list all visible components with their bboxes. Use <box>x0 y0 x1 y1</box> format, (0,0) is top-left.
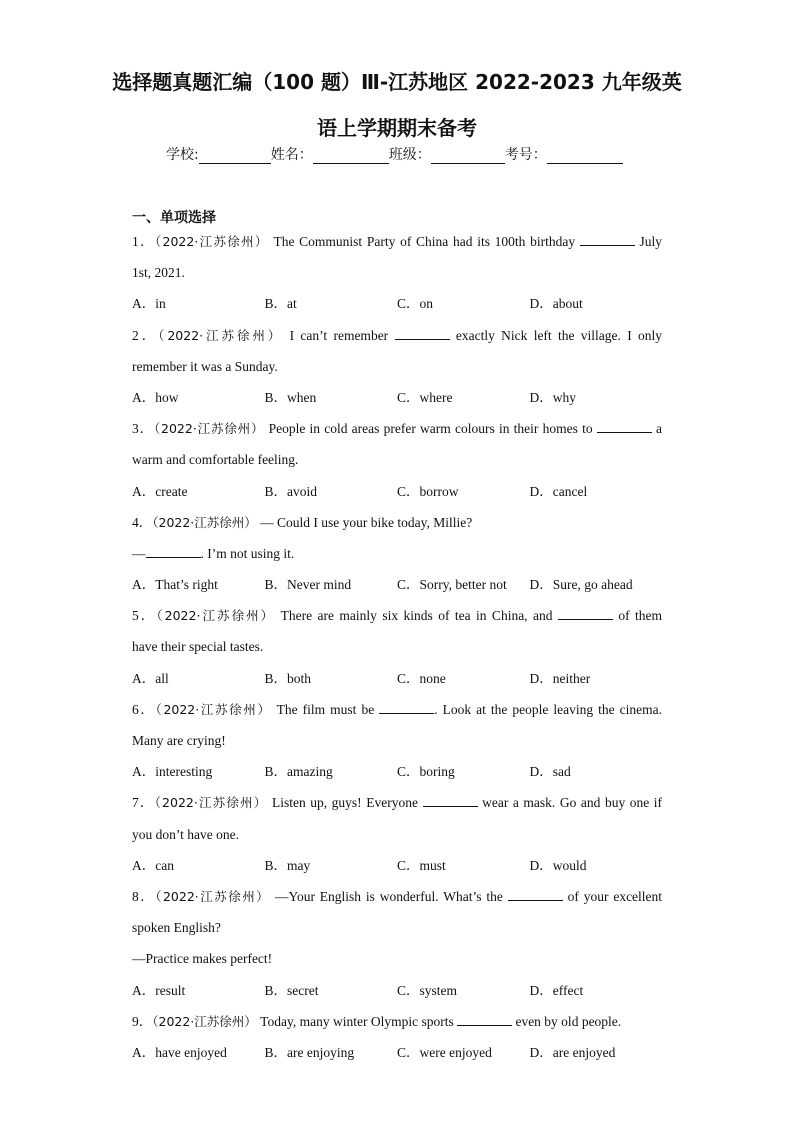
question-item <box>132 507 662 601</box>
answer-option[interactable]: C．borrow <box>397 483 459 499</box>
question-text: July <box>639 234 663 249</box>
question-number: 2． <box>132 327 159 343</box>
question-text: even by old people. <box>515 1013 622 1029</box>
question-number: 8． <box>132 888 156 904</box>
answer-option[interactable]: C．must <box>397 857 446 873</box>
question-line <box>132 538 662 569</box>
question-text: exactly Nick left the village. I only <box>455 327 663 343</box>
answer-option[interactable]: A．result <box>132 982 186 998</box>
question-text: The Communist Party of China had its 100th birthday <box>273 234 576 249</box>
answer-option[interactable]: B．are enjoying <box>264 1044 355 1060</box>
question-item <box>132 413 662 507</box>
question-line <box>132 631 662 662</box>
question-source: （2022·江苏徐州） <box>155 888 271 904</box>
answer-option[interactable]: A．interesting <box>132 764 213 780</box>
question-line <box>132 507 662 538</box>
answer-option[interactable]: B．secret <box>264 982 319 998</box>
question-text: — <box>132 545 146 561</box>
question-source: （2022·江苏徐州） <box>156 608 276 624</box>
question-text: of your excellent <box>567 888 663 904</box>
question-number: 3． <box>132 421 154 437</box>
question-line <box>132 351 662 382</box>
student-info-row <box>166 144 623 164</box>
question-text: People in cold areas prefer warm colours in their homes to <box>268 421 593 437</box>
question-text: a <box>656 421 663 437</box>
question-text: —Practice makes perfect! <box>132 951 273 967</box>
answer-options <box>132 756 662 787</box>
question-number: 6． <box>132 701 156 717</box>
question-source: （2022·江苏徐州） <box>154 795 268 811</box>
document-title-line-2: 语上学期期末备考 <box>317 116 477 140</box>
answer-option[interactable]: B．amazing <box>264 764 333 780</box>
question-source: （2022·江苏徐州） <box>158 327 284 343</box>
question-text: . I’m not using it. <box>200 545 295 561</box>
answer-option[interactable]: A．That’s right <box>132 577 218 593</box>
answer-options <box>132 1037 662 1068</box>
answer-blank[interactable] <box>146 545 201 558</box>
question-number: 4． <box>132 514 153 530</box>
name-blank[interactable] <box>313 149 389 164</box>
answer-option[interactable]: A．have enjoyed <box>132 1044 227 1060</box>
question-text: wear a mask. Go and buy one if <box>482 795 663 811</box>
answer-option[interactable]: D．Sure, go ahead <box>529 577 633 593</box>
answer-option[interactable]: D．neither <box>529 670 591 686</box>
answer-option[interactable]: C．none <box>397 670 446 686</box>
answer-options <box>132 569 662 600</box>
question-line <box>132 320 662 351</box>
answer-option[interactable]: D．about <box>529 296 583 312</box>
question-source: （2022·江苏徐州） <box>155 701 272 717</box>
answer-option[interactable]: C．system <box>397 982 458 998</box>
question-number: 9． <box>132 1013 153 1029</box>
question-number: 1． <box>132 234 155 249</box>
answer-option[interactable]: C．where <box>397 389 453 405</box>
question-number: 7． <box>132 795 155 811</box>
question-item <box>132 694 662 788</box>
question-text: —Your English is wonderful. What’s the <box>275 888 503 904</box>
answer-option[interactable]: D．effect <box>529 982 584 998</box>
question-source: （2022·江苏徐州） <box>153 421 265 437</box>
question-line <box>132 1006 662 1037</box>
answer-blank[interactable] <box>457 1013 512 1026</box>
question-text: remember it was a Sunday. <box>132 358 278 374</box>
answer-blank[interactable] <box>597 420 652 433</box>
question-line <box>132 600 662 631</box>
answer-option[interactable]: B．Never mind <box>264 577 352 593</box>
answer-option[interactable]: B．at <box>264 296 297 312</box>
question-line <box>132 787 662 818</box>
question-list <box>132 226 662 1068</box>
question-item <box>132 1006 662 1068</box>
question-item <box>132 881 662 1006</box>
question-line <box>132 444 662 475</box>
answer-options <box>132 476 662 507</box>
question-text: 1st, 2021. <box>132 265 185 281</box>
answer-option[interactable]: D．are enjoyed <box>529 1044 616 1060</box>
class-label: 班级： <box>388 147 431 163</box>
question-item <box>132 600 662 694</box>
answer-options <box>132 975 662 1006</box>
question-text: you don’t have one. <box>132 826 239 842</box>
question-text: warm and comfortable feeling. <box>132 452 299 468</box>
answer-option[interactable]: A．in <box>132 296 166 312</box>
question-line <box>132 819 662 850</box>
answer-option[interactable]: B．both <box>264 670 312 686</box>
question-source: （2022·江苏徐州） <box>152 514 257 530</box>
answer-blank[interactable] <box>558 607 613 620</box>
class-blank[interactable] <box>431 149 505 164</box>
answer-blank[interactable] <box>379 701 434 714</box>
question-text: Many are crying! <box>132 733 226 748</box>
answer-blank[interactable] <box>580 233 635 246</box>
answer-blank[interactable] <box>395 327 450 340</box>
answer-option[interactable]: C．Sorry, better not <box>397 577 507 593</box>
question-line <box>132 226 662 257</box>
question-line <box>132 694 662 725</box>
section-heading: 一、单项选择 <box>132 210 216 226</box>
question-item <box>132 787 662 881</box>
answer-option[interactable]: C．on <box>397 296 434 312</box>
name-label: 姓名： <box>270 147 313 163</box>
answer-options <box>132 663 662 694</box>
document-title-line-1: 选择题真题汇编（100 题）Ⅲ-江苏地区 2022-2023 九年级英 <box>112 70 682 94</box>
answer-option[interactable]: D．why <box>529 389 576 405</box>
question-text: There are mainly six kinds of tea in China, and <box>280 608 553 624</box>
answer-option[interactable]: D．cancel <box>529 483 588 499</box>
question-line <box>132 725 662 756</box>
question-text: The film must be <box>276 701 375 717</box>
answer-option[interactable]: B．may <box>264 857 311 873</box>
question-line <box>132 413 662 444</box>
answer-option[interactable]: A．how <box>132 389 179 405</box>
answer-options <box>132 850 662 881</box>
school-label: 学校: <box>166 147 199 163</box>
question-source: （2022·江苏徐州） <box>154 234 269 249</box>
question-text: Listen up, guys! Everyone <box>271 795 418 811</box>
question-text: have their special tastes. <box>132 639 264 655</box>
question-text: of them <box>618 608 662 624</box>
question-text: spoken English? <box>132 920 221 936</box>
question-item <box>132 320 662 414</box>
question-text: I can’t remember <box>289 327 389 343</box>
question-line <box>132 912 662 943</box>
question-number: 5． <box>132 608 157 624</box>
answer-blank[interactable] <box>423 794 478 807</box>
answer-option[interactable]: B．avoid <box>264 483 317 499</box>
question-text: . Look at the people leaving the cinema. <box>434 701 663 717</box>
question-item <box>132 226 662 320</box>
answer-options <box>132 382 662 413</box>
answer-option[interactable]: C．boring <box>397 764 455 780</box>
question-line <box>132 881 662 912</box>
answer-blank[interactable] <box>508 888 563 901</box>
number-label: 考号： <box>504 147 547 163</box>
answer-option[interactable]: B．when <box>264 389 317 405</box>
answer-options <box>132 288 662 319</box>
question-text: Today, many winter Olympic sports <box>260 1013 454 1029</box>
school-blank[interactable] <box>199 149 271 164</box>
answer-option[interactable]: A．all <box>132 670 169 686</box>
answer-option[interactable]: D．would <box>529 857 587 873</box>
answer-option[interactable]: D．sad <box>529 764 571 780</box>
question-source: （2022·江苏徐州） <box>152 1013 257 1029</box>
question-line <box>132 943 662 974</box>
answer-option[interactable]: A．create <box>132 483 188 499</box>
question-text: — Could I use your bike today, Millie? <box>260 514 473 530</box>
number-blank[interactable] <box>547 149 623 164</box>
answer-option[interactable]: C．were enjoyed <box>397 1044 492 1060</box>
answer-option[interactable]: A．can <box>132 857 174 873</box>
question-line <box>132 257 662 288</box>
